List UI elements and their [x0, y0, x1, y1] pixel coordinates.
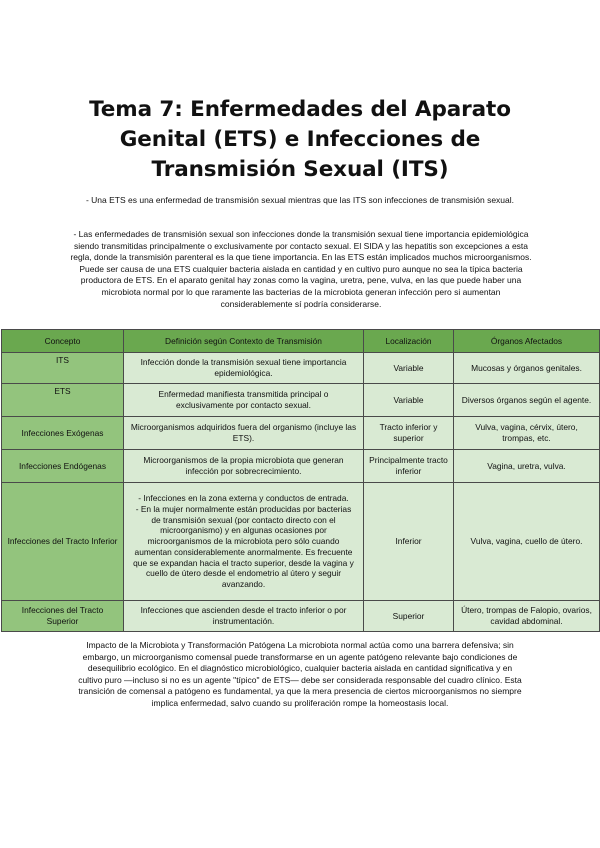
organs-cell: Diversos órganos según el agente. [454, 384, 600, 417]
definition-cell: Infección donde la transmisión sexual tiene importancia epidemiológica. [124, 353, 364, 384]
definition-cell [124, 483, 364, 601]
table-row [2, 483, 600, 601]
concept-cell: Infecciones Exógenas [2, 417, 124, 450]
table-row [2, 450, 600, 483]
title-line-3: Transmisión Sexual (ITS) [151, 157, 449, 182]
organs-cell: Útero, trompas de Falopio, ovarios, cavidad abdominal. [454, 601, 600, 632]
location-cell: Inferior [364, 483, 454, 601]
concept-cell: Infecciones del Tracto Superior [2, 601, 124, 632]
organs-cell: Vulva, vagina, cuello de útero. [454, 483, 600, 601]
location-cell: Variable [364, 384, 454, 417]
definition-cell: Infecciones que ascienden desde el tracto inferior o por instrumentación. [124, 601, 364, 632]
organs-cell: Vulva, vagina, cérvix, útero, trompas, etc. [454, 417, 600, 450]
ets-table [1, 329, 600, 632]
table-row [2, 601, 600, 632]
organs-cell: Mucosas y órganos genitales. [454, 353, 600, 384]
concept-cell: Infecciones Endógenas [2, 450, 124, 483]
definition-cell: Microorganismos adquiridos fuera del organismo (incluye las ETS). [124, 417, 364, 450]
definition-line: - En la mujer normalmente están producidas por bacterias de transmisión sexual (por contacto directo con el microorganismo) y en algunas ocasiones por microorganismos de la microbiota pero sólo cuando aumentan considerablemente anormalmente. Es frecuente que se expandan hacia el tracto superior, desde la vagina y cuello de útero desde el endometrio al útero y seguir avanzando. [133, 503, 354, 590]
closing-paragraph: Impacto de la Microbiota y Transformación Patógena La microbiota normal actúa como una barrera defensiva; sin embargo, un microorganismo comensal puede transformarse en un agente patógeno relevante bajo condiciones de desequilibrio ecológico. En el diagnóstico microbiológico, cualquier bacteria aislada en cantidad significativa y en cultivo puro —incluso si no es un agente "típico" de ETS— debe ser considerada responsable del cuadro clínico. Esta transición de comensal a patógeno es fundamental, ya que la mera presencia de ciertos microorganismos no siempre implica enfermedad, salvo cuando su proliferación rompe la homeostasis local. [78, 640, 522, 708]
title-line-2: Genital (ETS) e Infecciones de [119, 127, 481, 152]
table-row [2, 417, 600, 450]
concept-cell: ETS [2, 384, 124, 417]
header-organos: Órganos Afectados [454, 330, 600, 353]
location-cell: Variable [364, 353, 454, 384]
title-line-1: Tema 7: Enfermedades del Aparato [89, 97, 511, 122]
concept-cell: ITS [2, 353, 124, 384]
header-definicion: Definición según Contexto de Transmisión [124, 330, 364, 353]
location-cell: Principalmente tracto inferior [364, 450, 454, 483]
table-header-row [2, 330, 600, 353]
location-cell: Superior [364, 601, 454, 632]
concept-cell: Infecciones del Tracto Inferior [2, 483, 124, 601]
definition-cell: Enfermedad manifiesta transmitida principal o exclusivamente por contacto sexual. [124, 384, 364, 417]
table-row [2, 353, 600, 384]
definition-line: - Infecciones en la zona externa y conductos de entrada. [138, 492, 349, 503]
table-row [2, 384, 600, 417]
intro-paragraph-2: - Las enfermedades de transmisión sexual son infecciones donde la transmisión sexual tiene importancia epidemiológica siendo transmitidas principalmente o exclusivamente por contacto sexual. El SIDA y las hepatitis son excepciones a esta regla, donde la transmisión parenteral es la que tiene importancia. En las ETS están implicados muchos microorganismos. Puede ser causa de una ETS cualquier bacteria aislada en cantidad y en cultivo puro aunque no sea la típica bacteria productora de ETS. En el aparato genital hay zonas como la vagina, uretra, pene, vulva, en las que puede haber una microbiota normal por lo que raramente las bacterias de la microbiota generan infección pero si aumentan considerablemente sí podría considerarse. [70, 229, 532, 309]
organs-cell: Vagina, uretra, vulva. [454, 450, 600, 483]
intro-paragraph-1: - Una ETS es una enfermedad de transmisión sexual mientras que las ITS son infecciones de transmisión sexual. [85, 195, 515, 205]
location-cell: Tracto inferior y superior [364, 417, 454, 450]
header-concepto: Concepto [2, 330, 124, 353]
header-localizacion: Localización [364, 330, 454, 353]
definition-cell: Microorganismos de la propia microbiota que generan infección por sobrecrecimiento. [124, 450, 364, 483]
page-title [60, 95, 540, 185]
